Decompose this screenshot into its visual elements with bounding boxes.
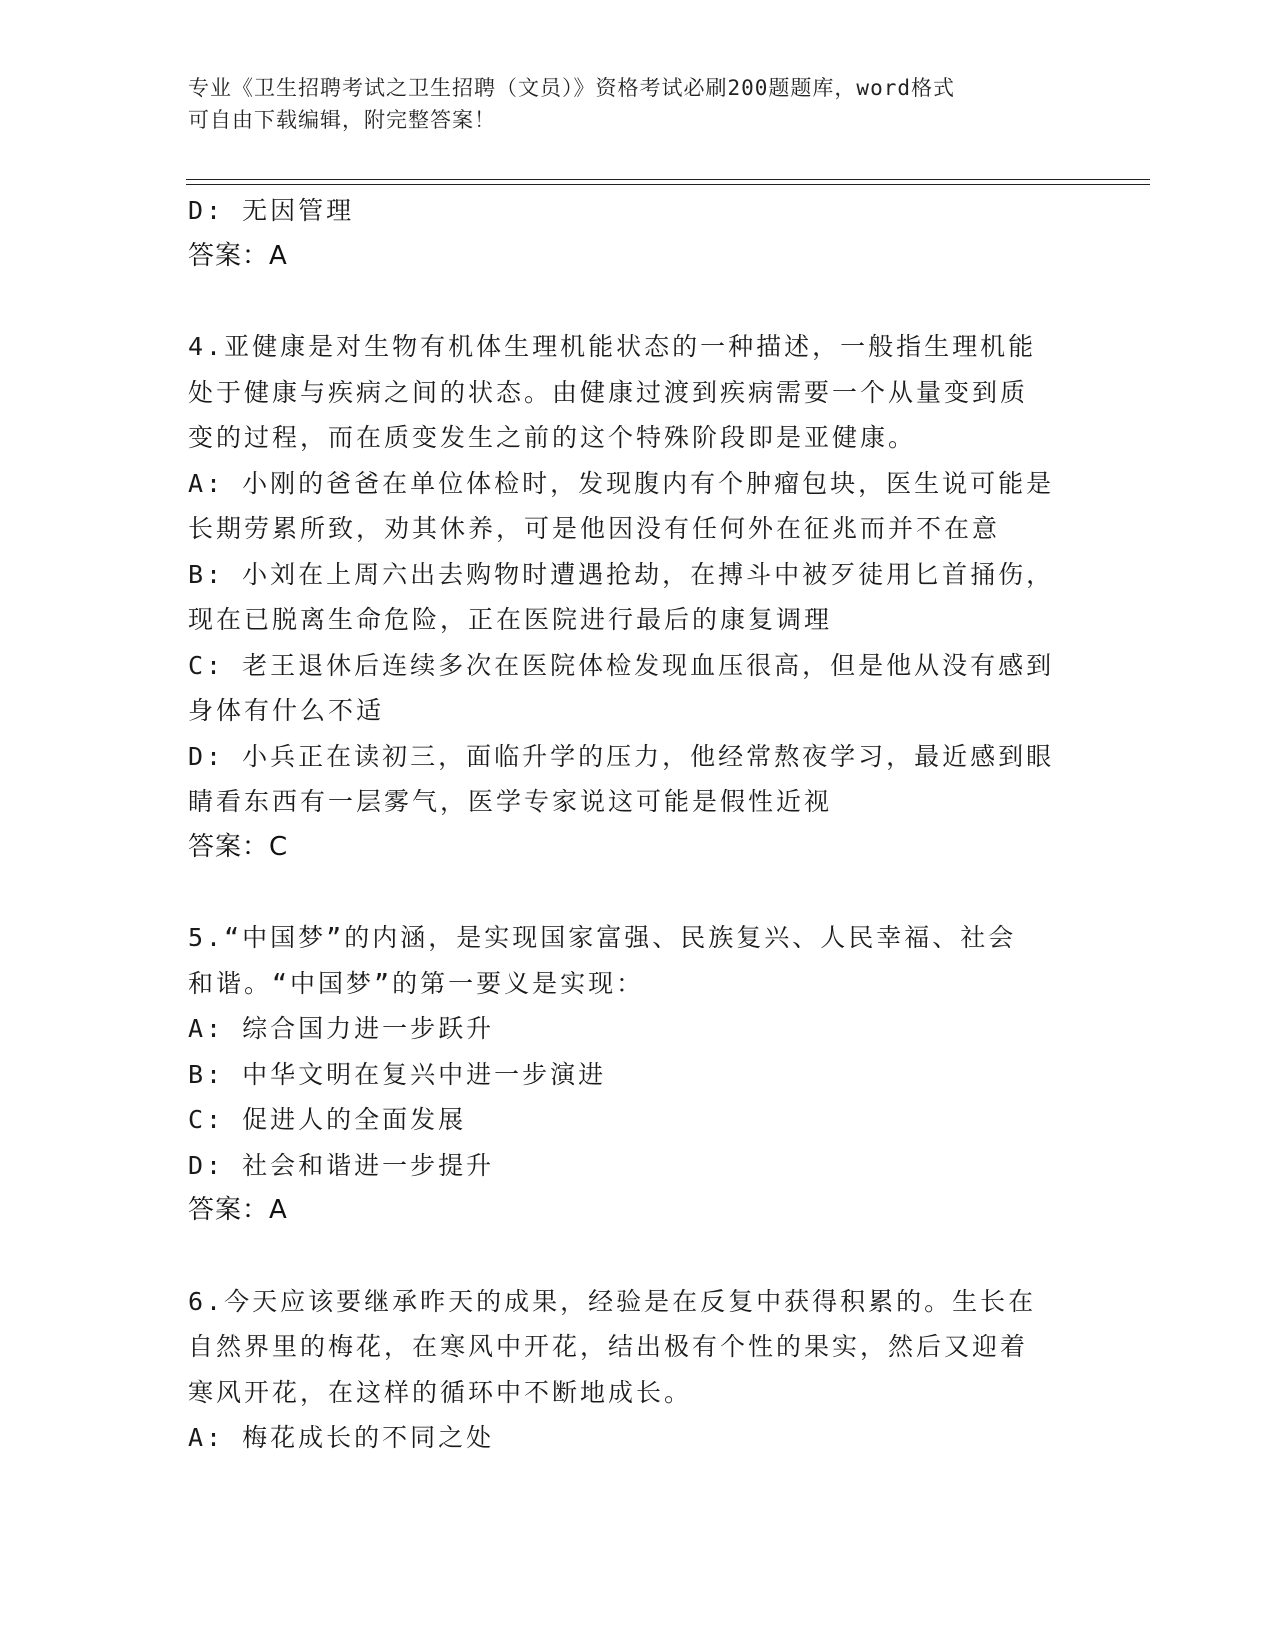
header-line-1: 专业《卫生招聘考试之卫生招聘（文员）》资格考试必刷200题题库，word格式 [188, 76, 955, 100]
spacer [188, 1234, 1088, 1279]
question-stem-line: 自然界里的梅花，在寒风中开花，结出极有个性的果实，然后又迎着 [188, 1332, 1029, 1361]
page-header [188, 72, 1068, 136]
option-d: D: 无因管理 [188, 196, 355, 225]
question-stem-line: 变的过程，而在质变发生之前的这个特殊阶段即是亚健康。 [188, 423, 917, 452]
answer-label: 答案：A [188, 240, 288, 271]
question-5 [188, 915, 1088, 1234]
prev-question [188, 188, 1088, 279]
option-d-cont: 睛看东西有一层雾气，医学专家说这可能是假性近视 [188, 787, 833, 816]
header-rule-bottom [186, 184, 1150, 185]
option-d: D: 社会和谐进一步提升 [188, 1150, 495, 1180]
question-4 [188, 324, 1088, 870]
answer-label: 答案：C [188, 831, 289, 862]
question-stem-line: 6.今天应该要继承昨天的成果，经验是在反复中获得积累的。生长在 [188, 1286, 1037, 1316]
option-b: B: 小刘在上周六出去购物时遭遇抢劫，在搏斗中被歹徒用匕首捅伤， [188, 559, 1055, 589]
spacer [188, 870, 1088, 915]
option-b: B: 中华文明在复兴中进一步演进 [188, 1059, 607, 1089]
header-rule-top [186, 179, 1150, 180]
option-c-cont: 身体有什么不适 [188, 696, 385, 725]
question-stem-line: 4.亚健康是对生物有机体生理机能状态的一种描述，一般指生理机能 [188, 332, 1037, 361]
option-c: C: 老王退休后连续多次在医院体检发现血压很高，但是他从没有感到 [188, 650, 1055, 680]
option-a: A: 梅花成长的不同之处 [188, 1423, 495, 1452]
question-stem-line: 寒风开花，在这样的循环中不断地成长。 [188, 1377, 693, 1407]
option-a: A: 小刚的爸爸在单位体检时，发现腹内有个肿瘤包块，医生说可能是 [188, 468, 1055, 498]
option-a: A: 综合国力进一步跃升 [188, 1014, 495, 1043]
question-stem-line: 5.“中国梦”的内涵，是实现国家富强、民族复兴、人民幸福、社会 [188, 923, 1017, 952]
document-body [188, 188, 1088, 1461]
question-6 [188, 1279, 1088, 1461]
option-d: D: 小兵正在读初三，面临升学的压力，他经常熬夜学习，最近感到眼 [188, 741, 1055, 771]
option-c: C: 促进人的全面发展 [188, 1105, 467, 1134]
option-a-cont: 长期劳累所致，劝其休养，可是他因没有任何外在征兆而并不在意 [188, 514, 1001, 543]
header-line-2: 可自由下载编辑，附完整答案！ [188, 108, 496, 132]
question-stem-line: 和谐。“中国梦”的第一要义是实现： [188, 968, 645, 998]
question-stem-line: 处于健康与疾病之间的状态。由健康过渡到疾病需要一个从量变到质 [188, 377, 1029, 407]
option-b-cont: 现在已脱离生命危险，正在医院进行最后的康复调理 [188, 605, 833, 634]
spacer [188, 279, 1088, 324]
answer-label: 答案：A [188, 1195, 288, 1225]
